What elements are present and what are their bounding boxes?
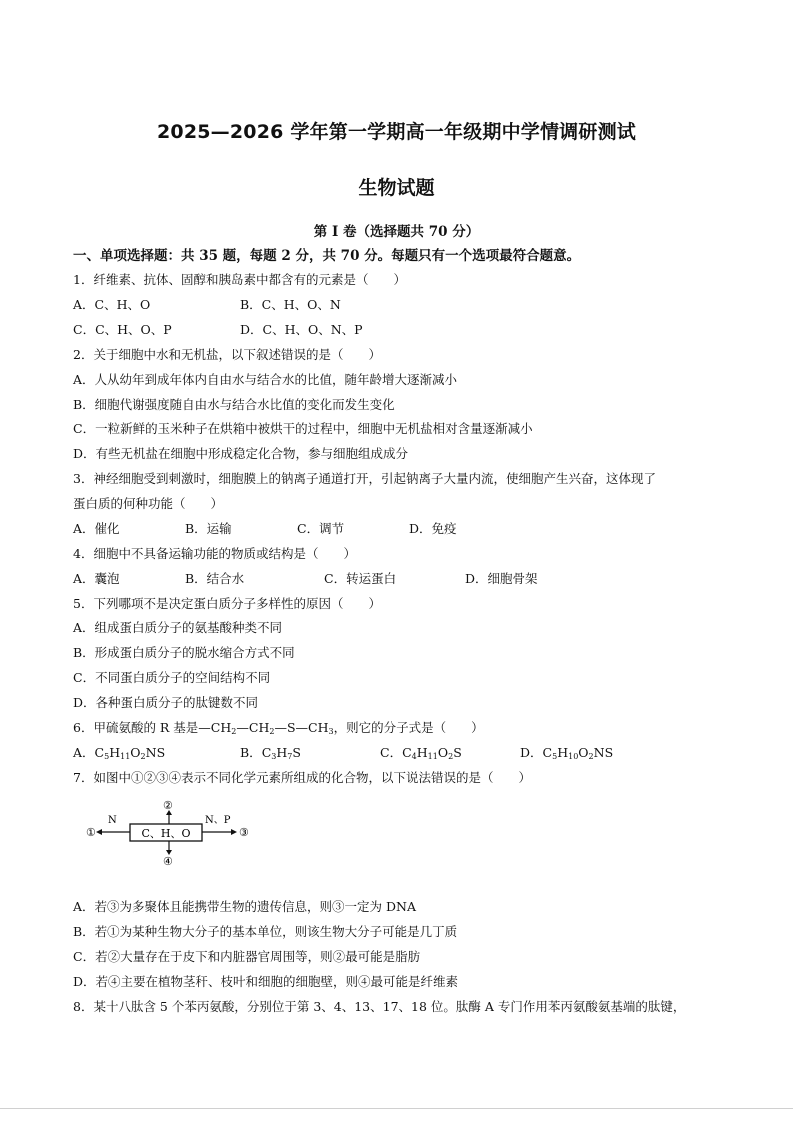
question-5-stem: 5．下列哪项不是决定蛋白质分子多样性的原因（ ） xyxy=(73,596,381,611)
question-4-option-c: C．转运蛋白 xyxy=(324,571,397,586)
question-3-option-a: A．催化 xyxy=(73,521,120,536)
question-6-option-c: C．$C_4H_{11}O_2S$ xyxy=(380,745,462,761)
question-2-stem: 2．关于细胞中水和无机盐，以下叙述错误的是（ ） xyxy=(73,347,381,362)
question-5-option-d: D．各种蛋白质分子的肽键数不同 xyxy=(73,695,259,710)
node-4: ④ xyxy=(163,855,173,866)
question-6-option-d: D．$C_5H_{10}O_2NS$ xyxy=(520,745,614,761)
question-6-option-b: B．$C_3H_7S$ xyxy=(240,745,301,761)
question-6-stem: 6．甲硫氨酸的 R 基是$—CH_2—CH_2—S—CH_3$，则它的分子式是（ ） xyxy=(73,720,484,736)
exam-title: 2025—2026 学年第一学期高一年级期中学情调研测试 xyxy=(157,121,636,143)
right-arrow-head xyxy=(231,829,237,835)
question-3-option-b: B．运输 xyxy=(185,521,232,536)
question-7-option-b: B．若①为某种生物大分子的基本单位，则该生物大分子可能是几丁质 xyxy=(73,924,458,939)
question-4-option-d: D．细胞骨架 xyxy=(465,571,538,586)
node-3: ③ xyxy=(239,826,249,839)
node-1: ① xyxy=(86,826,96,839)
question-1-option-a: A．C、H、O xyxy=(73,297,151,312)
left-arrow-head xyxy=(96,829,102,835)
center-box-label: C、H、O xyxy=(141,827,191,840)
question-1-stem: 1．纤维素、抗体、固醇和胰岛素中都含有的元素是（ ） xyxy=(73,272,406,287)
question-5-option-b: B．形成蛋白质分子的脱水缩合方式不同 xyxy=(73,645,295,660)
question-7-stem: 7．如图中①②③④表示不同化学元素所组成的化合物，以下说法错误的是（ ） xyxy=(73,770,531,785)
question-7-option-d: D．若④主要在植物茎秆、枝叶和细胞的细胞壁，则④最可能是纤维素 xyxy=(73,974,459,989)
left-element-label: N xyxy=(108,815,117,826)
question-5-option-a: A．组成蛋白质分子的氨基酸种类不同 xyxy=(73,620,283,635)
question-1-option-d: D．C、H、O、N、P xyxy=(240,322,363,337)
section-heading: 一、单项选择题：共 35 题，每题 2 分，共 70 分。每题只有一个选项最符合题意。 xyxy=(73,248,581,264)
question-5-option-c: C．不同蛋白质分子的空间结构不同 xyxy=(73,670,271,685)
question-3-stem-line1: 3．神经细胞受到刺激时，细胞膜上的钠离子通道打开，引起钠离子大量内流，使细胞产生兴奋，这体现了 xyxy=(73,471,656,486)
question-7-option-a: A．若③为多聚体且能携带生物的遗传信息，则③一定为 DNA xyxy=(73,899,416,914)
question-4-option-b: B．结合水 xyxy=(185,571,245,586)
right-element-label: N、P xyxy=(205,815,231,826)
question-8-stem: 8．某十八肽含 5 个苯丙氨酸，分别位于第 3、4、13、17、18 位。肽酶 A 专门作用苯丙氨酸氨基端的肽键， xyxy=(73,999,686,1014)
question-2-option-b: B．细胞代谢强度随自由水与结合水比值的变化而发生变化 xyxy=(73,397,395,412)
part-heading: 第 I 卷（选择题共 70 分） xyxy=(313,224,480,240)
question-1-option-b: B．C、H、O、N xyxy=(240,297,341,312)
question-3-option-c: C．调节 xyxy=(297,521,345,536)
page-bottom-divider xyxy=(0,1108,793,1109)
node-2: ② xyxy=(163,800,173,812)
question-1-option-c: C．C、H、O、P xyxy=(73,322,172,337)
question-2-option-a: A．人从幼年到成年体内自由水与结合水的比值，随年龄增大逐渐减小 xyxy=(73,372,458,387)
question-4-stem: 4．细胞中不具备运输功能的物质或结构是（ ） xyxy=(73,546,356,561)
element-compound-diagram xyxy=(84,800,274,866)
question-2-option-d: D．有些无机盐在细胞中形成稳定化合物，参与细胞组成成分 xyxy=(73,446,409,461)
question-2-option-c: C．一粒新鲜的玉米种子在烘箱中被烘干的过程中，细胞中无机盐相对含量逐渐减小 xyxy=(73,421,533,436)
subject-title: 生物试题 xyxy=(358,177,435,199)
question-3-option-d: D．免疫 xyxy=(409,521,457,536)
question-4-option-a: A．囊泡 xyxy=(73,571,120,586)
question-3-stem-line2: 蛋白质的何种功能（ ） xyxy=(73,496,224,511)
question-6-option-a: A．$C_5H_{11}O_2NS$ xyxy=(73,745,166,761)
question-7-option-c: C．若②大量存在于皮下和内脏器官周围等，则②最可能是脂肪 xyxy=(73,949,421,964)
